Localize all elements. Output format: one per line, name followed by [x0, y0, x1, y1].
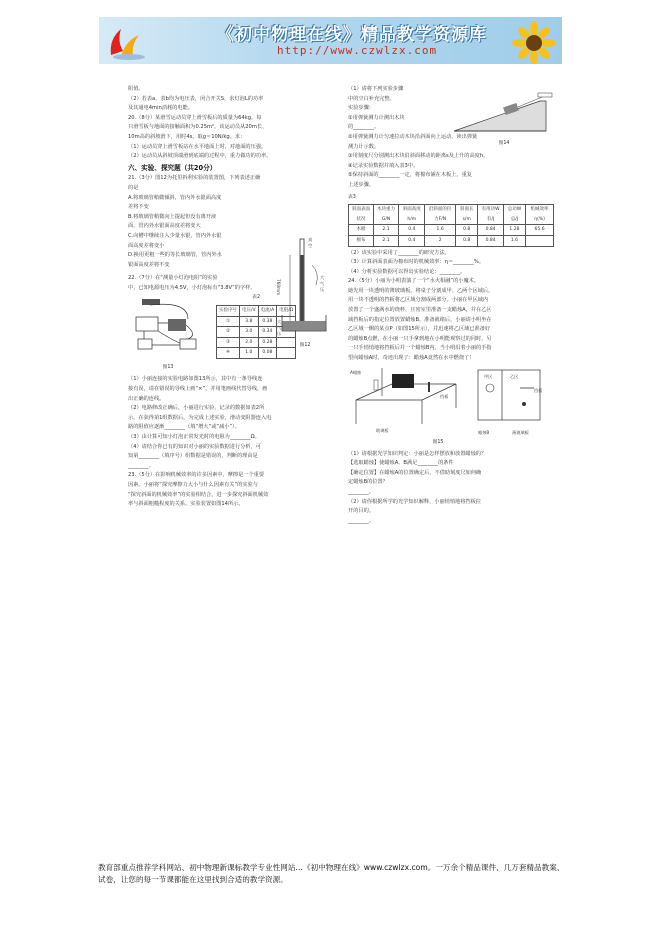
table-cell: ②	[217, 327, 240, 338]
banner-url[interactable]: http://www.czwlzx.com	[277, 44, 438, 57]
pressure-label-b: 大气压	[277, 319, 282, 336]
q22-line: 中，已知电源电压为4.5V，小灯泡标有“3.8V”的字样。	[128, 284, 256, 291]
text-line: 及其通电4min消耗的电能。	[128, 105, 193, 112]
table-cell: ①	[217, 316, 240, 327]
text-line: （2）若表a、表b均为电压表，闭合开关S，求灯泡L的功率	[128, 95, 264, 102]
q24b-line: 【确定位置】在蜡烛A的位置确定后，不借助刻度尺如何确	[348, 469, 482, 476]
table-header-cell: 电压/V	[240, 306, 259, 317]
q22b-line: 因素。小丽将“探究摩擦力大小与什么因素有关”的实验与	[128, 482, 258, 488]
q22b-line: 接有误，请在错误的导线上画“×”，并用笔画线代替导线，画	[128, 386, 268, 393]
q23a-line: 测力计示数。	[348, 143, 380, 150]
q23a-line: ②用弹簧测力计匀速拉动木块沿斜面向上运动，读出弹簧	[348, 133, 478, 140]
table-row	[349, 235, 554, 246]
q23a-line: 实验步骤：	[348, 105, 374, 112]
table-cell: 2.1	[373, 225, 399, 236]
table-header-cell: 斜面高度h/m	[399, 205, 425, 225]
table-cell: 0.8	[456, 235, 478, 246]
table-cell: 1.6	[503, 235, 525, 246]
table-header-cell: 机械效率η(%)	[526, 205, 554, 225]
footer-text: 教育部重点推荐学科网站、初中物理新课标教学专业性网站…《初中物理在线》www.czwlzx.com。一万余个精品课件、几万套精品教案、试卷，让您的每一节课都能在这里找到合适的教学资源。	[98, 863, 565, 884]
figure-12-caption: 图12	[299, 343, 311, 348]
q21-line: 差将不变	[128, 204, 149, 211]
figure-12	[276, 235, 334, 351]
table-cell: 2.0	[240, 337, 259, 348]
question-23-24-text	[348, 249, 556, 364]
pressure-label-a: 大气压	[320, 275, 325, 292]
table-header-cell: 总功W总/J	[503, 205, 525, 225]
table-cell	[526, 235, 554, 246]
q23b-line: 24.（5分）小丽为小明表演了一个“水火相融”的小魔术。	[348, 278, 480, 285]
table-cell: 1.28	[503, 225, 525, 236]
site-banner	[99, 17, 562, 64]
question-21	[128, 174, 278, 270]
q24b-line: （2）请你根据所学的光学知识解释，小丽悄悄地将挡板拉	[348, 498, 481, 505]
table-cell: 65.6	[526, 225, 554, 236]
table-cell: 0.84	[478, 235, 503, 246]
table-cell: 0.84	[478, 225, 503, 236]
text-line: 只滑雪板与地面的接触面积为0.25m²。该运动员从20m长、	[128, 124, 268, 131]
right-column	[348, 85, 556, 526]
incline-apparatus	[450, 91, 556, 137]
table-cell: 2.1	[373, 235, 399, 246]
table-cell: 0.8	[456, 225, 478, 236]
candle-b-label: 蜡烛B	[478, 429, 490, 435]
q23b-line: 一只手悄悄地将挡板后并一个蜡烛B内，当小明沿着小丽的手指	[348, 345, 492, 352]
table-header-cell: 沿斜面的拉力F/N	[425, 205, 456, 225]
q23b-line: 她先用一块透明的薄玻璃板，将桌子分割成甲、乙两个区域后，	[348, 287, 494, 294]
q22b-line: 知第________（填序号）组数据是错误的，判断的理由是	[128, 453, 258, 460]
text-line: （2）运动员从斜坡顶端滑到底端的过程中，重力做功的功率。	[128, 153, 272, 160]
table-cell: 0.4	[399, 235, 425, 246]
q21-line: B.将玻璃管稍微向上提起但没有离开液	[128, 213, 217, 220]
q23a-line: 上述步骤。	[348, 181, 374, 188]
vacuum-label: 真空	[308, 237, 313, 248]
q23b-line: 的蜡烛B点燃，在小丽一只手拿到地在小明能观察过的同时，另	[348, 335, 492, 342]
table-cell: 棉布	[349, 235, 374, 246]
table-header-cell: 电流/A	[258, 306, 277, 317]
q24b-line: （1）请根据光学知识判定：小丽是怎样摆放和放置蜡烛的？	[348, 450, 487, 457]
table-header-cell: 实验序号	[217, 306, 240, 317]
board-label-a: 挡板	[440, 393, 449, 399]
q23b-line: （3）计算斜面表面为棉布时的机械效率：η＝________%。	[348, 259, 485, 266]
left-intro-text	[128, 85, 335, 162]
q23a-line: 的________。	[348, 124, 380, 131]
q22-line: 22.（7分）在“测量小灯泡电阻”的实验	[128, 275, 218, 282]
table-header-cell: 斜面表面状况	[349, 205, 374, 225]
table-header-cell: 木块重力G/N	[373, 205, 399, 225]
q23a-line: ③用刻度尺分别测出木块沿斜面移动的距离s及上升的高度h。	[348, 153, 489, 160]
q21-line: C.向槽中继续注入少量水银，管内外水银	[128, 232, 222, 239]
section-heading: 六、实验、探究题（共20分）	[128, 163, 217, 172]
q22b-line: 路的阻值应逐渐________（填“增大”或“减小”）。	[128, 424, 240, 431]
thin-glass-label: 薄玻璃板	[512, 429, 529, 435]
question-22-23-text	[128, 375, 335, 509]
q22b-line: （4）请结合你已有的知识对小丽的实验数据进行分析，可	[128, 443, 261, 450]
figure-15-caption: 图15	[432, 439, 444, 445]
glass-label: 玻璃板	[376, 427, 389, 433]
q23b-line: 域挡板后的指定位置放置蜡烛B。准备就绪后，小丽请小明坐在	[348, 316, 492, 323]
q23b-line: 乙区域一侧的某点P（如图15所示），并迅速将乙区域已准备好	[348, 326, 491, 333]
q23a-line: （1）请将下列实验步骤	[348, 86, 404, 92]
q22b-line: 率与斜面粗糙程度的关系。实验装置如图14所示。	[128, 501, 244, 508]
q22b-line: （2）电路修改正确后，小丽进行实验，记录的数据如表2所	[128, 405, 265, 412]
q22b-line: “探究斜面的机械效率”的实验相结合，进一步探究斜面机械效	[128, 491, 269, 498]
table-cell: ③	[217, 337, 240, 348]
q24b-line: 【选取蜡烛】使蜡烛A、B满足________的条件	[348, 460, 454, 467]
q21-line: 的是	[128, 184, 139, 191]
q23b-line: （2）该实验中采用了________的研究方法。	[348, 249, 450, 256]
q23a-line: ⑤保持斜面的________一定，将棉布铺在木板上，重复	[348, 172, 472, 179]
table-cell: 3.8	[240, 316, 259, 327]
text-line: 20.（8分）某滑雪运动员穿上滑雪板后的质量为64kg。每	[128, 114, 262, 121]
figure-15	[348, 364, 556, 450]
table-cell: 1.6	[425, 225, 456, 236]
table-cell: 2	[425, 235, 456, 246]
q22b-line: （3）由计算可知小灯泡正常发光时的电阻为________Ω。	[128, 434, 260, 441]
q22b-line: 示。在获得第1组数据后，为完成上述实验，滑动变阻器连入电	[128, 414, 272, 421]
q21-line: D.换用更粗一些的等长玻璃管，管内外水	[128, 252, 222, 259]
table-cell: 0.38	[258, 316, 277, 327]
question-24-answers	[348, 450, 556, 527]
q23a-line: 中的空白补充完整。	[348, 95, 395, 102]
sunflower-icon	[508, 21, 560, 64]
q24b-line: 开的目的。	[348, 508, 374, 515]
exam-page	[128, 85, 556, 645]
site-logo-icon	[103, 21, 147, 61]
q21-line: 21.（3分）图12为托里拆利实验的装置图，下列表述正确	[128, 175, 261, 182]
table-3-grid	[348, 204, 554, 246]
table-cell: 0.28	[258, 337, 277, 348]
q24b-line: ________。	[348, 489, 374, 495]
q23a-line: ①用弹簧测力计测出木块	[348, 114, 405, 121]
table-cell: 0.4	[399, 225, 425, 236]
q21-line: 面，管内外水银面高度差将变大	[128, 223, 201, 230]
table-cell: 0.34	[258, 327, 277, 338]
zone-b-label: 乙区	[510, 373, 519, 379]
table-row	[349, 225, 554, 236]
figure-13-caption: 图13	[162, 365, 174, 371]
q24b-line: ________。	[348, 517, 374, 524]
text-line: 阻值。	[128, 86, 144, 92]
q22b-line: （1）小丽连接的实验电路如图13所示，其中有一条导线连	[128, 376, 263, 383]
q23b-line: 望向蜡烛A时，奇迹出现了：蜡烛A竟然在水中燃烧了！	[348, 355, 475, 362]
circuit-diagram	[128, 295, 212, 359]
table-2-caption: 表2	[252, 295, 261, 301]
q22b-line: ________。	[128, 462, 154, 469]
zone-a-label: 甲区	[484, 373, 493, 379]
figure-14	[450, 91, 556, 149]
table-cell: 3.0	[240, 327, 259, 338]
text-line: 10m高的斜坡滑下，用时4s。取g＝10N/kg。求：	[128, 133, 246, 140]
q23b-line: 用一块不透明的挡板将乙区域分割成两部分。小丽在甲区域内	[348, 297, 489, 304]
table-cell: 木板	[349, 225, 374, 236]
board-label-b: 挡板	[534, 387, 543, 393]
q23a-line: ④记录实验数据并填入表3中。	[348, 162, 419, 169]
height-label: 760mm	[276, 279, 281, 296]
table-header-cell: 斜面长s/m	[456, 205, 478, 225]
q21-line: 面高度差将变小	[128, 242, 165, 249]
table-cell: ④	[217, 348, 240, 359]
q21-line: A.将玻璃管稍微倾斜，管内外水银面高度	[128, 194, 222, 201]
figure-14-caption: 图14	[498, 141, 510, 146]
banner-title: 《初中物理在线》精品教学资源库	[217, 25, 487, 45]
text-line: （1）运动员穿上滑雪板站在水平地面上时，对地面的压强。	[128, 143, 267, 150]
table-header-cell: 有用功W有/J	[478, 205, 503, 225]
q22b-line: 23.（5分）在影响机械效率的许多因素中，摩擦是一个重要	[128, 472, 265, 479]
table-cell: 1.0	[240, 348, 259, 359]
q23b-line: （4）分析实验数据可以得出实验结论：________。	[348, 268, 466, 275]
table-3-caption: 表3	[348, 194, 356, 200]
table-cell: 0.08	[258, 348, 277, 359]
table-header-cell: 电阻/Ω	[277, 306, 296, 317]
q24b-line: 定蜡烛B的位置？	[348, 479, 388, 486]
q22b-line: 出正确的连线。	[128, 395, 165, 402]
q23b-line: 放置了一个盛满水的烧杯，且密室里准备一支蜡烛A，并在乙区	[348, 307, 492, 314]
candle-a-label: A蜡烛	[350, 369, 362, 375]
q21-line: 银面高度差将不变	[128, 261, 170, 268]
